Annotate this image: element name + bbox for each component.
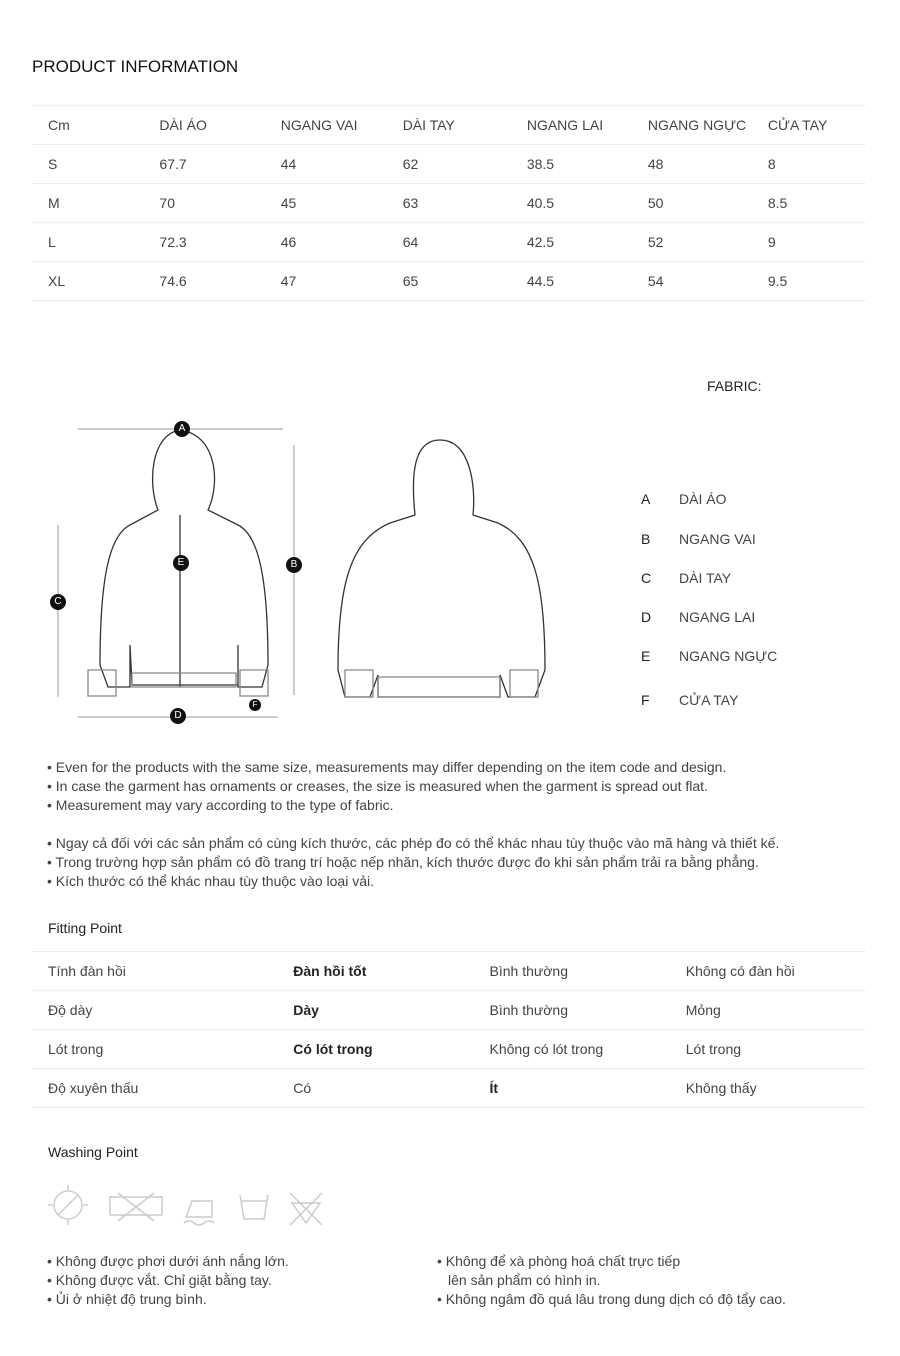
table-cell: NGANG LAI xyxy=(527,106,648,145)
measure-badge: B xyxy=(286,557,302,573)
table-cell: NGANG VAI xyxy=(281,106,403,145)
table-cell: DÀI TAY xyxy=(403,106,527,145)
legend-item xyxy=(641,531,756,547)
table-header xyxy=(32,106,866,145)
fitting-cell: Mỏng xyxy=(670,991,866,1030)
legend-key: C xyxy=(641,570,652,586)
fitting-cell: Độ dày xyxy=(32,991,277,1030)
fitting-row xyxy=(32,1030,866,1069)
fitting-cell: Không thấy xyxy=(670,1069,866,1108)
table-cell: 45 xyxy=(281,184,403,223)
fitting-row xyxy=(32,952,866,991)
note-item: • Measurement may vary according to the type of fabric. xyxy=(47,796,726,815)
table-cell: 42.5 xyxy=(527,223,648,262)
legend-value: DÀI ÁO xyxy=(679,491,727,507)
iron-medium-icon xyxy=(184,1201,214,1225)
table-cell: 44 xyxy=(281,145,403,184)
legend-item xyxy=(641,648,777,664)
measure-badge: D xyxy=(170,708,186,724)
note-item: • Không được vắt. Chỉ giặt bằng tay. xyxy=(47,1271,289,1290)
note-item: • Ủi ở nhiệt độ trung bình. xyxy=(47,1290,289,1309)
fitting-cell: Lót trong xyxy=(32,1030,277,1069)
fitting-cell: Có xyxy=(277,1069,473,1108)
fitting-title: Fitting Point xyxy=(48,920,122,936)
fitting-cell: Không có lót trong xyxy=(474,1030,670,1069)
legend-value: NGANG VAI xyxy=(679,531,756,547)
legend-key: E xyxy=(641,648,651,664)
no-wring-icon xyxy=(110,1193,162,1221)
note-item: lên sản phẩm có hình in. xyxy=(448,1272,601,1288)
table-cell: 47 xyxy=(281,262,403,301)
table-cell: 8.5 xyxy=(768,184,866,223)
table-cell: 52 xyxy=(648,223,768,262)
fitting-cell: Đàn hồi tốt xyxy=(277,952,473,991)
table-cell: 40.5 xyxy=(527,184,648,223)
legend-item xyxy=(641,609,755,625)
hand-wash-icon xyxy=(240,1195,268,1219)
table-cell: 9 xyxy=(768,223,866,262)
fitting-cell: Có lót trong xyxy=(277,1030,473,1069)
note-item: • Không ngâm đồ quá lâu trong dung dịch có độ tẩy cao. xyxy=(437,1290,786,1309)
table-cell: 63 xyxy=(403,184,527,223)
note-item: • Even for the products with the same size, measurements may differ depending on the item code and design. xyxy=(47,758,726,777)
table-cell: 50 xyxy=(648,184,768,223)
size-table xyxy=(32,105,866,301)
fitting-cell: Lót trong xyxy=(670,1030,866,1069)
table-cell: 9.5 xyxy=(768,262,866,301)
table-cell: 70 xyxy=(159,184,280,223)
table-cell: L xyxy=(32,223,159,262)
legend-key: D xyxy=(641,609,652,625)
fitting-row xyxy=(32,991,866,1030)
legend-item xyxy=(641,491,726,507)
fitting-row xyxy=(32,1069,866,1108)
fabric-label: FABRIC: xyxy=(707,378,762,394)
note-item: • Kích thước có thể khác nhau tùy thuộc vào loại vải. xyxy=(47,872,779,891)
table-row xyxy=(32,223,866,262)
fitting-cell: Ít xyxy=(474,1069,670,1108)
table-cell: 46 xyxy=(281,223,403,262)
table-cell: 48 xyxy=(648,145,768,184)
table-cell: M xyxy=(32,184,159,223)
table-cell: DÀI ÁO xyxy=(159,106,280,145)
legend-value: DÀI TAY xyxy=(679,570,732,586)
fitting-cell: Không có đàn hồi xyxy=(670,952,866,991)
table-row xyxy=(32,145,866,184)
legend-value: CỬA TAY xyxy=(679,692,739,708)
measure-badge: F xyxy=(249,699,261,711)
jacket-diagram xyxy=(40,415,560,730)
no-sun-dry-icon xyxy=(48,1185,88,1225)
fitting-table xyxy=(32,951,866,1108)
fitting-cell: Bình thường xyxy=(474,991,670,1030)
legend-key: A xyxy=(641,491,651,507)
legend-key: B xyxy=(641,531,651,547)
fitting-cell: Tính đàn hồi xyxy=(32,952,277,991)
table-cell: 67.7 xyxy=(159,145,280,184)
table-cell: 64 xyxy=(403,223,527,262)
table-cell: NGANG NGỰC xyxy=(648,106,768,145)
measure-badge: E xyxy=(173,555,189,571)
measure-badge: C xyxy=(50,594,66,610)
legend-key: F xyxy=(641,692,650,708)
table-cell: XL xyxy=(32,262,159,301)
table-row xyxy=(32,184,866,223)
note-item: • Ngay cả đối với các sản phẩm có cùng kích thước, các phép đo có thể khác nhau tùy thuộc vào mã hàng và thiết kế. xyxy=(47,834,779,853)
table-row xyxy=(32,262,866,301)
no-bleach-icon xyxy=(290,1193,322,1225)
table-cell: 44.5 xyxy=(527,262,648,301)
table-cell: 65 xyxy=(403,262,527,301)
fitting-cell: Độ xuyên thấu xyxy=(32,1069,277,1108)
table-cell: 62 xyxy=(403,145,527,184)
note-item: • Không được phơi dưới ánh nắng lớn. xyxy=(47,1252,289,1271)
table-cell: 8 xyxy=(768,145,866,184)
table-cell: S xyxy=(32,145,159,184)
fitting-cell: Dày xyxy=(277,991,473,1030)
table-cell: 38.5 xyxy=(527,145,648,184)
legend-value: NGANG LAI xyxy=(679,609,756,625)
fitting-cell: Bình thường xyxy=(474,952,670,991)
note-item: • Không để xà phòng hoá chất trực tiếp xyxy=(437,1252,786,1271)
note-item: • Trong trường hợp sản phẩm có đồ trang trí hoặc nếp nhăn, kích thước được đo khi sản phẩm trải ra bằng phẳng. xyxy=(47,853,779,872)
table-cell: Cm xyxy=(32,106,159,145)
measure-badge: A xyxy=(174,421,190,437)
table-cell: 54 xyxy=(648,262,768,301)
table-cell: CỬA TAY xyxy=(768,106,866,145)
table-cell: 72.3 xyxy=(159,223,280,262)
legend-value: NGANG NGỰC xyxy=(679,648,778,664)
note-item: • In case the garment has ornaments or creases, the size is measured when the garment is spread out flat. xyxy=(47,777,726,796)
washing-title: Washing Point xyxy=(48,1144,138,1160)
legend-item xyxy=(641,570,731,586)
legend-item xyxy=(641,692,738,708)
page-title: PRODUCT INFORMATION xyxy=(32,57,239,76)
table-cell: 74.6 xyxy=(159,262,280,301)
